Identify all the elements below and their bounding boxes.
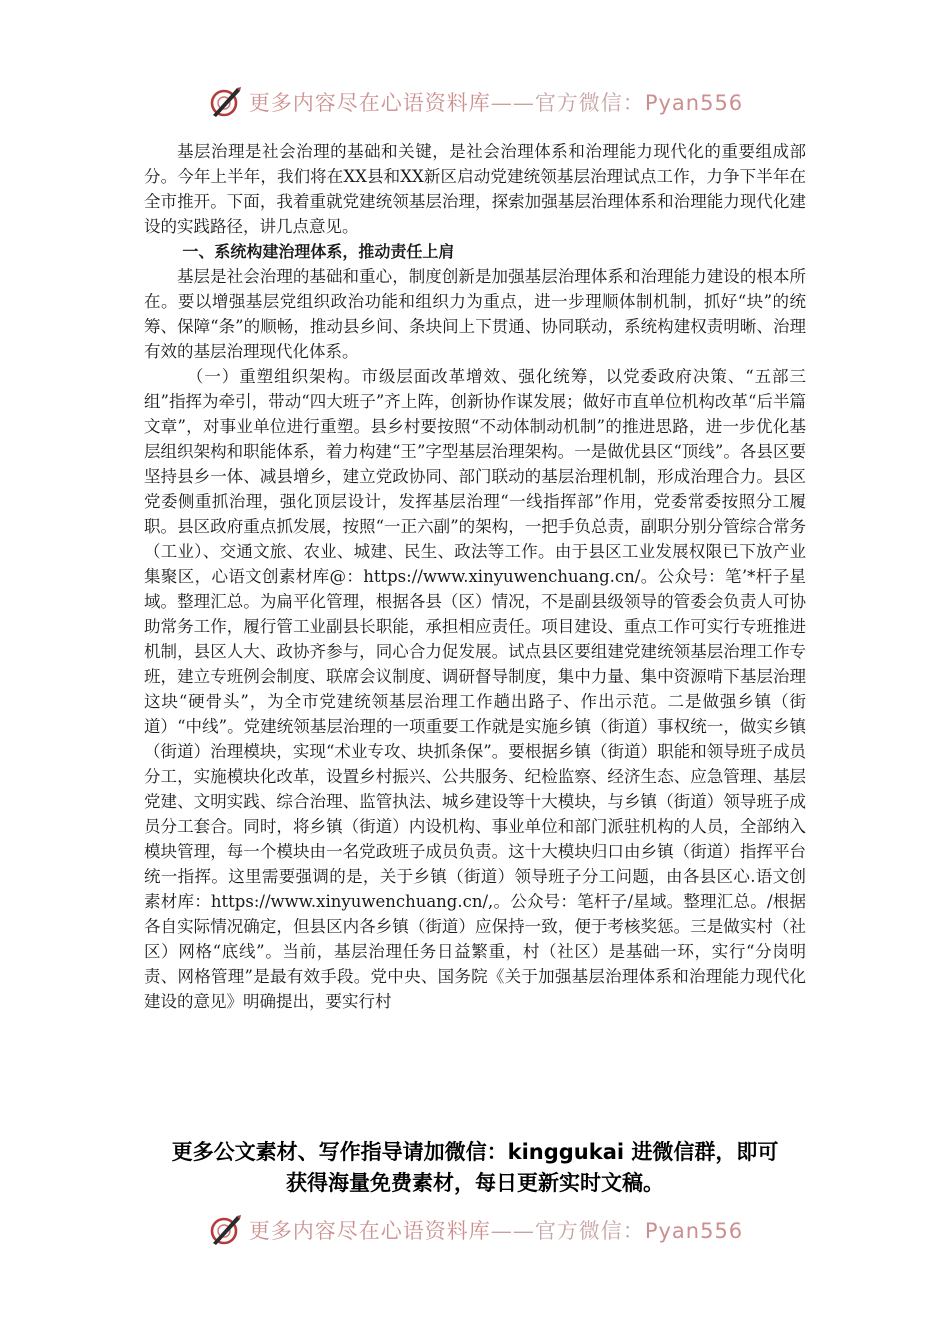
header-watermark-banner (0, 80, 950, 124)
pen-circle-logo-icon (207, 1212, 243, 1248)
banner-content (207, 84, 743, 120)
footer-watermark-banner (0, 1208, 950, 1252)
banner-wechat-label: 官方微信： (534, 91, 645, 115)
promo-notice (140, 1137, 810, 1199)
banner-separator: —— (490, 1219, 535, 1243)
banner-site-name: 更多内容尽在心语资料库 (248, 91, 491, 115)
intro-paragraph: 基层治理是社会治理的基础和关键，是社会治理体系和治理能力现代化的重要组成部分。今年上半年，我们将在XX县和XX新区启动党建统领基层治理试点工作，力争下半年在全市推开。下面，我着重就党建统领基层治理，探索加强基层治理体系和治理能力现代化建设的实践路径，讲几点意见。 (144, 142, 806, 236)
promo-line-1: 更多公文素材、写作指导请加微信：kinggukai 进微信群，即可 (171, 1140, 779, 1164)
promo-line-2: 获得海量免费素材，每日更新实时文稿。 (286, 1171, 664, 1195)
banner-text (249, 87, 743, 117)
banner-separator: —— (490, 91, 535, 115)
article-body (144, 139, 806, 1014)
banner-wechat-label: 官方微信： (534, 1219, 645, 1243)
section-heading: 一、系统构建治理体系，推动责任上肩 (182, 242, 455, 261)
section-paragraph: 基层是社会治理的基础和重心，制度创新是加强基层治理体系和治理能力建设的根本所在。要以增强基层党组织政治功能和组织力为重点，进一步理顺体制机制，抓好“块”的统筹、保障“条”的顺畅，推动县乡间、条块间上下贯通、协同联动，系统构建权责明晰、治理有效的基层治理现代化体系。 (144, 267, 806, 361)
banner-content (207, 1212, 743, 1248)
banner-wechat-id: Pyan556 (644, 1219, 744, 1243)
banner-wechat-id: Pyan556 (644, 91, 744, 115)
banner-site-name: 更多内容尽在心语资料库 (248, 1219, 491, 1243)
subsection-paragraph: （一）重塑组织架构。市级层面改革增效、强化统筹，以党委政府决策、“五部三组”指挥为牵引，带动“四大班子”齐上阵，创新协作谋发展；做好市直单位机构改革“后半篇文章”，对事业单位进行重塑。县乡村要按照“不动体制动机制”的推进思路，进一步优化基层组织架构和职能体系，着力构建“王”字型基层治理架构。一是做优县区“顶线”。各县区要坚持县乡一体、减县增乡，建立党政协同、部门联动的基层治理机制，形成治理合力。县区党委侧重抓治理，强化顶层设计，发挥基层治理“一线指挥部”作用，党委常委按照分工履职。县区政府重点抓发展，按照“一正六副”的架构，一把手负总责，副职分别分管综合常务（工业）、交通文旅、农业、城建、民生、政法等工作。由于县区工业发展权限已下放产业集聚区，心语文创素材库@：https://www.xinyuwenchuang.cn/。公众号：笔’*杆子星域。整理汇总。为扁平化管理，根据各县（区）情况，不是副县级领导的管委会负责人可协助常务工作，履行管工业副县长职能，承担相应责任。项目建设、重点工作可实行专班推进机制，县区人大、政协齐参与，同心合力促发展。试点县区要组建党建统领基层治理工作专班，建立专班例会制度、联席会议制度、调研督导制度，集中力量、集中资源啃下基层治理这块“硬骨头”，为全市党建统领基层治理工作趟出路子、作出示范。二是做强乡镇（街道）“中线”。党建统领基层治理的一项重要工作就是实施乡镇（街道）事权统一，做实乡镇（街道）治理模块，实现“术业专攻、块抓条保”。要根据乡镇（街道）职能和领导班子成员分工，实施模块化改革，设置乡村振兴、公共服务、纪检监察、经济生态、应急管理、基层党建、文明实践、综合治理、监管执法、城乡建设等十大模块，与乡镇（街道）领导班子成员分工套合。同时，将乡镇（街道）内设机构、事业单位和部门派驻机构的人员，全部纳入模块管理，每一个模块由一名党政班子成员负责。这十大模块归口由乡镇（街道）指挥平台统一指挥。这里需要强调的是，关于乡镇（街道）领导班子分工问题，由各县区心.语文创素材库：https://www.xinyuwenchuang.cn/,。公众号：笔杆子/星域。整理汇总。/根据各自实际情况确定，但县区内各乡镇（街道）应保持一致，便于考核奖惩。三是做实村（社区）网格“底线”。当前，基层治理任务日益繁重，村（社区）是基础一环，实行“分岗明责、网格管理”是最有效手段。党中央、国务院《关于加强基层治理体系和治理能力现代化建设的意见》明确提出，要实行村 (144, 367, 806, 1011)
banner-text (249, 1215, 743, 1245)
pen-circle-logo-icon (207, 84, 243, 120)
